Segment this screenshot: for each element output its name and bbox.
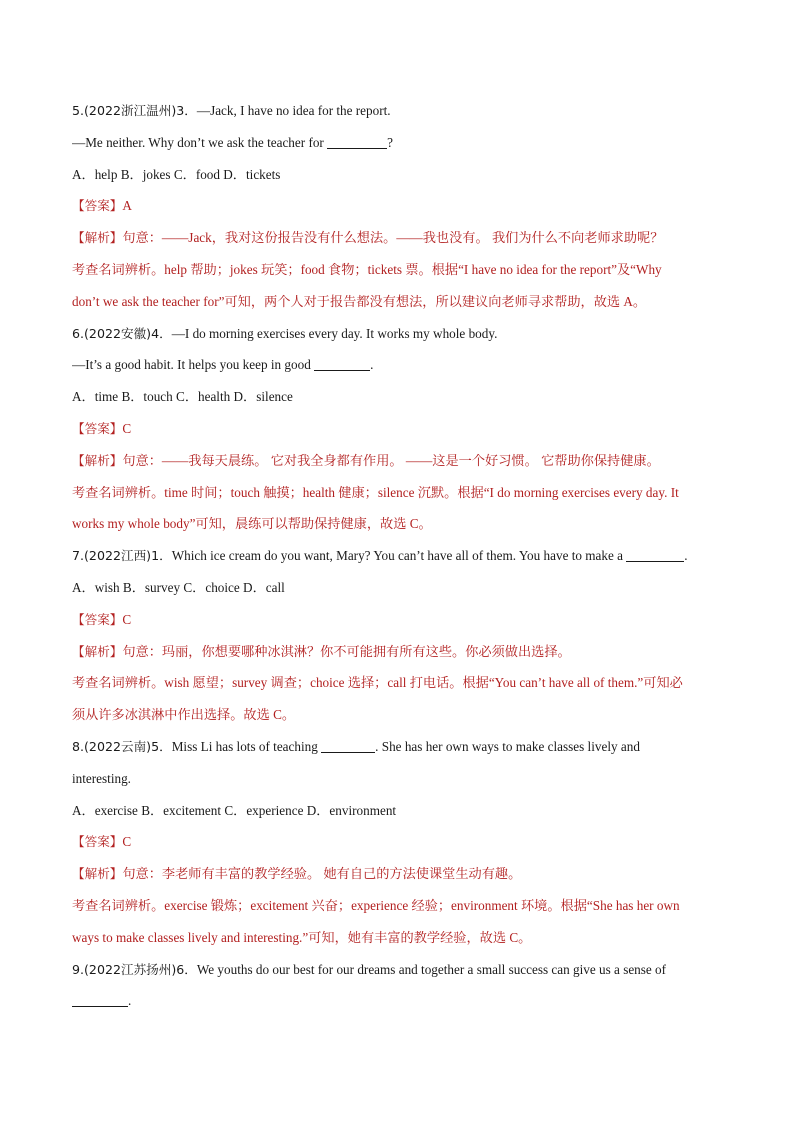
answer-value: A: [122, 198, 132, 214]
analysis-text: 句意：玛丽，你想要哪种冰淇淋？你不可能拥有所有这些。你必须做出选择。: [122, 643, 571, 659]
analysis-text: 句意：——我每天晨练。 它对我全身都有作用。 ——这是一个好习惯。 它帮助你保持健康。: [122, 452, 660, 468]
punctuation: .: [128, 993, 132, 1009]
answer-label: 【答案】: [72, 198, 123, 214]
question-number: 8.(2022云南)5．: [72, 738, 172, 754]
question-5-analysis-3: don’t we ask the teacher for”可知，两个人对于报告都没有想法，所以建议向老师寻求帮助，故选 A。: [72, 293, 647, 309]
answer-label: 【答案】: [72, 420, 123, 436]
question-5-options: A．help B．jokes C．food D．tickets: [72, 166, 281, 182]
question-text: —I do morning exercises every day. It works my whole body.: [171, 325, 498, 341]
answer-value: C: [122, 834, 132, 850]
question-8-stem-2: interesting.: [72, 770, 131, 786]
punctuation: .: [370, 357, 374, 373]
analysis-label: 【解析】: [72, 866, 123, 882]
question-text: —It’s a good habit. It helps you keep in good: [72, 357, 315, 373]
answer-blank: [327, 136, 387, 149]
question-6-options: A．time B．touch C．health D．silence: [72, 389, 293, 405]
question-8-analysis-3: ways to make classes lively and interesting.”可知，她有丰富的教学经验，故选 C。: [72, 929, 532, 945]
question-5-analysis-2: 考查名词辨析。help 帮助；jokes 玩笑；food 食物；tickets 票。根据“I have no idea for the report”及“Why: [72, 261, 662, 277]
question-8-stem: [72, 731, 722, 763]
question-7-analysis-1: [72, 636, 722, 668]
analysis-text: 句意：——Jack，我对这份报告没有什么想法。——我也没有。 我们为什么不向老师求助呢？: [122, 230, 664, 246]
question-5-answer: [72, 190, 722, 222]
question-5-analysis-1: [72, 222, 722, 254]
question-5-stem-2: [72, 127, 722, 159]
question-9-stem: [72, 954, 722, 986]
question-7-analysis-2: 考查名词辨析。wish 愿望；survey 调查；choice 选择；call 打电话。根据“You can’t have all of them.”可知必: [72, 675, 683, 691]
question-8-answer: [72, 826, 722, 858]
punctuation: .: [684, 548, 688, 564]
question-text: Which ice cream do you want, Mary? You can’t have all of them. You have to make a: [171, 548, 627, 564]
answer-blank: [314, 358, 370, 371]
question-text: Miss Li has lots of teaching: [171, 738, 322, 754]
question-7-options: A．wish B．survey C．choice D．call: [72, 579, 285, 595]
question-text: —Jack, I have no idea for the report.: [196, 103, 391, 118]
question-6-stem: [72, 318, 722, 350]
question-number: 7.(2022江西)1．: [72, 548, 172, 564]
question-text: . She has her own ways to make classes lively and: [375, 738, 640, 754]
question-text: We youths do our best for our dreams and together a small success can give us a sense of: [196, 961, 667, 977]
analysis-label: 【解析】: [72, 643, 123, 659]
question-7-stem: [72, 540, 722, 572]
answer-label: 【答案】: [72, 834, 123, 850]
answer-label: 【答案】: [72, 611, 123, 627]
answer-blank: [321, 740, 375, 753]
document-page: [72, 95, 722, 1017]
question-8-analysis-1: [72, 858, 722, 890]
question-6-stem-2: [72, 349, 722, 381]
question-text: —Me neither. Why don’t we ask the teacher for: [72, 134, 328, 150]
question-number: 6.(2022安徽)4．: [72, 325, 172, 341]
question-7-answer: [72, 604, 722, 636]
answer-value: C: [122, 420, 132, 436]
question-6-answer: [72, 413, 722, 445]
question-number: 9.(2022江苏扬州)6．: [72, 961, 197, 977]
question-number: 5.(2022浙江温州)3．: [72, 103, 197, 118]
question-7-analysis-3: 须从许多冰淇淋中作出选择。故选 C。: [72, 707, 296, 723]
question-6-analysis-2: 考查名词辨析。time 时间；touch 触摸；health 健康；silence 沉默。根据“I do morning exercises every day. It: [72, 484, 679, 500]
analysis-text: 句意：李老师有丰富的教学经验。 她有自己的方法使课堂生动有趣。: [122, 866, 522, 882]
question-5-stem: [72, 95, 722, 127]
analysis-label: 【解析】: [72, 230, 123, 246]
answer-blank: [72, 994, 128, 1007]
question-6-analysis-1: [72, 445, 722, 477]
punctuation: ?: [387, 134, 393, 150]
answer-blank: [626, 549, 684, 562]
question-8-analysis-2: 考查名词辨析。exercise 锻炼；excitement 兴奋；experience 经验；environment 环境。根据“She has her own: [72, 897, 680, 913]
answer-value: C: [122, 611, 132, 627]
question-6-analysis-3: works my whole body”可知，晨练可以帮助保持健康，故选 C。: [72, 516, 432, 532]
analysis-label: 【解析】: [72, 452, 123, 468]
question-9-stem-2: [72, 985, 722, 1017]
question-8-options: A．exercise B．excitement C．experience D．environment: [72, 802, 397, 818]
